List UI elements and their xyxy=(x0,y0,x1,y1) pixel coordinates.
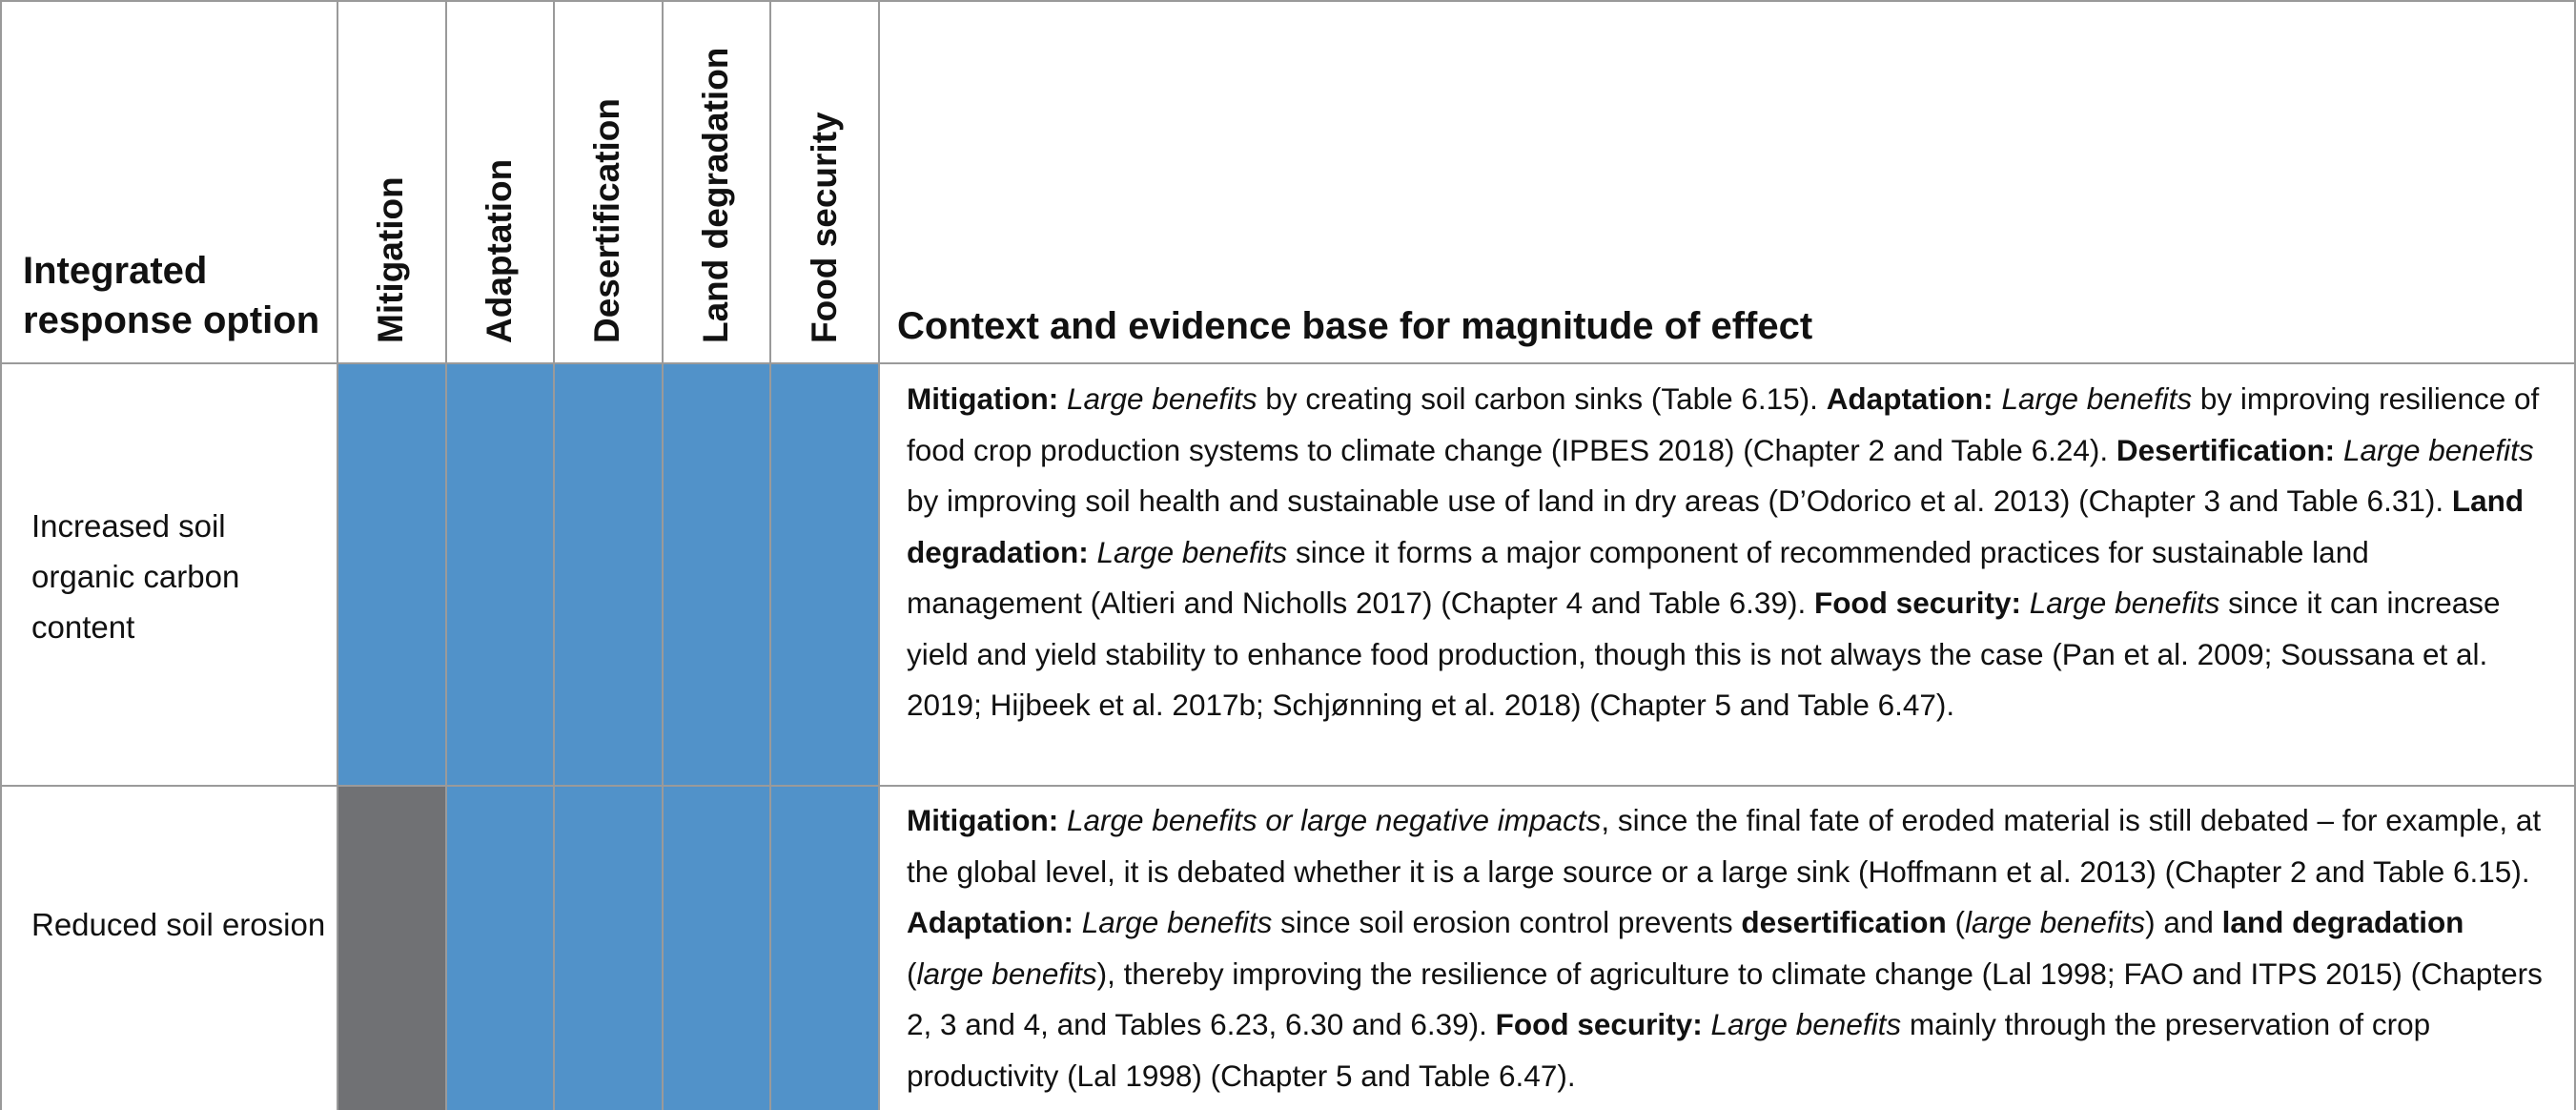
context-text-segment: Large benefits xyxy=(1081,905,1273,939)
context-text-segment: ) and xyxy=(2145,905,2222,939)
context-text-segment xyxy=(2335,433,2343,467)
cell-soil-erosion-mitigation xyxy=(337,786,446,1110)
col-divider xyxy=(337,0,338,1110)
context-text-segment: , since the final fate of eroded material is still debated – for example, at the global level, it is debated whether it is a large source or a large sink (Hoffmann et al. 2013) (Chapter 2 and Table 6.15). xyxy=(907,803,2542,889)
row-option-soil-erosion: Reduced soil erosion xyxy=(31,907,326,942)
context-text-segment: Large benefits or large negative impacts xyxy=(1066,803,1602,837)
context-text-segment: large benefits xyxy=(916,956,1097,991)
col-divider xyxy=(662,0,664,1110)
cell-soil-carbon-land-degradation xyxy=(663,363,770,786)
cell-soil-erosion-desertification xyxy=(554,786,663,1110)
context-text-segment: Food security: xyxy=(1495,1007,1703,1041)
header-land-degradation: Land degradation xyxy=(696,47,735,343)
context-text-segment: Food security: xyxy=(1813,586,2021,620)
cell-soil-carbon-food-security xyxy=(770,363,879,786)
context-text-segment: Large benefits xyxy=(2342,432,2534,467)
context-text-segment: Large benefits xyxy=(2001,381,2193,416)
context-text-segment: mainly through the preservation of crop productivity (Lal 1998) (Chapter 5 and Table 6.47). xyxy=(907,1007,2431,1093)
context-text-segment: since soil erosion control prevents xyxy=(1272,905,1742,939)
header-integrated-response-option: Integrated response option xyxy=(23,250,320,341)
header-adaptation: Adaptation xyxy=(480,158,519,343)
context-text-segment: Adaptation: xyxy=(1826,381,1993,416)
context-text-segment xyxy=(1058,803,1067,837)
cell-soil-erosion-land-degradation xyxy=(663,786,770,1110)
header-desertification: Desertification xyxy=(587,97,626,343)
row-divider xyxy=(0,785,2576,787)
context-text-segment: Mitigation: xyxy=(907,381,1059,416)
context-text-segment xyxy=(1058,381,1067,416)
context-text-segment: Large benefits xyxy=(2029,586,2220,620)
table-top-border xyxy=(0,0,2576,2)
context-text-segment: land degradation xyxy=(2221,905,2464,939)
context-text-segment: Adaptation: xyxy=(907,905,1073,939)
col-divider xyxy=(878,0,880,1110)
context-text-segment: Land degradation: xyxy=(907,483,2525,569)
col-divider xyxy=(553,0,555,1110)
context-text-segment: ( xyxy=(907,956,917,991)
context-text-segment: ), thereby improving the resilience of agriculture to climate change (Lal 1998; FAO and ITPS 2015) (Chapters 2, 3 and 4, and Tables 6.23, 6.30 and 6.39). xyxy=(907,956,2543,1041)
context-text-segment: ( xyxy=(1946,905,1965,939)
context-text-segment: by creating soil carbon sinks (Table 6.15). xyxy=(1257,381,1827,416)
context-text-segment: Desertification: xyxy=(2116,432,2336,467)
context-text-segment: Mitigation: xyxy=(907,803,1059,837)
context-text-segment: large benefits xyxy=(1964,905,2146,939)
context-text-segment: Large benefits xyxy=(1710,1007,1902,1041)
context-text-segment: since it can increase yield and yield stability to enhance food production, though this is not always the case (Pan et al. 2009; Soussana et al. 2019; Hijbeek et al. 2017b; Schjønning et al. 2018) (Chapter 5 and Table 6.47). xyxy=(907,586,2501,722)
cell-soil-erosion-adaptation xyxy=(446,786,554,1110)
header-context-evidence: Context and evidence base for magnitude of effect xyxy=(897,305,1813,347)
context-text-segment: desertification xyxy=(1741,905,1947,939)
context-text-segment: by improving resilience of food crop production systems to climate change (IPBES 2018) (Chapter 2 and Table 6.24). xyxy=(907,381,2540,467)
context-text-segment: since it forms a major component of recommended practices for sustainable land management (Altieri and Nicholls 2017) (Chapter 4 and Table 6.39). xyxy=(907,534,2369,620)
context-text-segment xyxy=(1089,535,1097,569)
cell-soil-carbon-mitigation xyxy=(337,363,446,786)
header-food-security: Food security xyxy=(805,112,844,343)
cell-soil-erosion-food-security xyxy=(770,786,879,1110)
row-context-soil-carbon xyxy=(907,374,2546,731)
context-text-segment xyxy=(1073,905,1082,939)
col-divider xyxy=(445,0,447,1110)
cell-soil-carbon-desertification xyxy=(554,363,663,786)
header-mitigation: Mitigation xyxy=(371,176,410,343)
row-context-soil-erosion xyxy=(907,795,2546,1101)
cell-soil-carbon-adaptation xyxy=(446,363,554,786)
header-divider xyxy=(0,362,2576,364)
context-text-segment xyxy=(2021,586,2030,620)
row-option-soil-carbon: Increased soil organic carbon content xyxy=(31,508,240,645)
col-divider xyxy=(769,0,771,1110)
table-left-border xyxy=(0,0,2,1110)
context-text-segment: Large benefits xyxy=(1066,381,1257,416)
context-text-segment: Large benefits xyxy=(1096,534,1288,569)
context-text-segment: by improving soil health and sustainable use of land in dry areas (D’Odorico et al. 2013) (Chapter 3 and Table 6.31). xyxy=(907,483,2452,518)
